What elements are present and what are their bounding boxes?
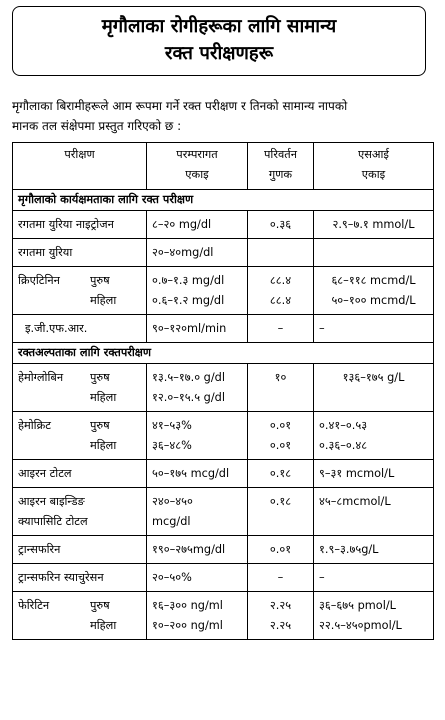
si-value <box>314 239 434 267</box>
table-row <box>13 592 434 640</box>
table-row <box>13 412 434 460</box>
test-name: ट्रान्सफरिन स्याचुरेसन <box>13 564 147 592</box>
section-row-anemia <box>13 343 434 364</box>
test-name: ट्रान्सफरिन <box>13 536 147 564</box>
factor-value: ०.०१ <box>248 536 314 564</box>
traditional-value: ९०–१२०ml/min <box>147 315 248 343</box>
factor-value: ०.३६ <box>248 211 314 239</box>
si-value: १.९–३.७५g/L <box>314 536 434 564</box>
traditional-value: २०–५०% <box>147 564 248 592</box>
table-row <box>13 267 434 315</box>
table-row <box>13 488 434 536</box>
traditional-value: २४०–४५० mcg/dl <box>147 488 248 536</box>
si-value: १३६–१७५ g/L <box>314 364 434 412</box>
factor-value: ०.१८ <box>248 488 314 536</box>
test-name-ferritin: फेरिटिन पुरुष महिला <box>13 592 147 640</box>
factor-value: – <box>248 564 314 592</box>
header-conversion-factor: परिवर्तन गुणक <box>248 143 314 190</box>
intro-paragraph <box>12 96 432 136</box>
si-value: – <box>314 315 434 343</box>
factor-value: ८८.४ ८८.४ <box>248 267 314 315</box>
test-name-creatinine: क्रिएटिनिन पुरुष महिला <box>13 267 147 315</box>
test-name: आइरन टोटल <box>13 460 147 488</box>
factor-value: २.२५ २.२५ <box>248 592 314 640</box>
table-row <box>13 460 434 488</box>
blood-test-table <box>12 142 434 640</box>
intro-line-1: मृगौलाका बिरामीहरूले आम रूपमा गर्ने रक्त परीक्षण र तिनको सामान्य नापको <box>12 99 348 113</box>
section-heading-kidney: मृगौलाको कार्यक्षमताका लागि रक्त परीक्षण <box>13 190 434 211</box>
test-name-hemoglobin: हेमोग्लोबिन पुरुष महिला <box>13 364 147 412</box>
traditional-value: ०.७–१.३ mg/dl ०.६–१.२ mg/dl <box>147 267 248 315</box>
si-value: ९–३१ mcmol/L <box>314 460 434 488</box>
table-row <box>13 315 434 343</box>
factor-value <box>248 239 314 267</box>
si-value: ६८–११८ mcmd/L ५०–१०० mcmd/L <box>314 267 434 315</box>
table-row <box>13 364 434 412</box>
title-line-2: रक्त परीक्षणहरू <box>164 43 274 64</box>
si-value: २.९–७.१ mmol/L <box>314 211 434 239</box>
factor-value: १० <box>248 364 314 412</box>
si-value: ३६–६७५ pmol/L २२.५–४५०pmol/L <box>314 592 434 640</box>
factor-value: ०.१८ <box>248 460 314 488</box>
title-box <box>12 6 426 76</box>
table-header-row <box>13 143 434 190</box>
traditional-value: ५०–१७५ mcg/dl <box>147 460 248 488</box>
traditional-value: १३.५–१७.० g/dl १२.०–१५.५ g/dl <box>147 364 248 412</box>
table-row <box>13 536 434 564</box>
test-name-iron-binding: आइरन बाइन्डिङ क्यापासिटि टोटल <box>13 488 147 536</box>
header-test: परीक्षण <box>13 143 147 190</box>
traditional-value: २०–४०mg/dl <box>147 239 248 267</box>
factor-value: ०.०१ ०.०१ <box>248 412 314 460</box>
header-traditional-unit: परम्परागत एकाइ <box>147 143 248 190</box>
section-row-kidney <box>13 190 434 211</box>
title-line-1: मृगौलाका रोगीहरूका लागि सामान्य <box>101 16 337 37</box>
traditional-value: ८–२० mg/dl <box>147 211 248 239</box>
table-row <box>13 211 434 239</box>
section-heading-anemia: रक्तअल्पताका लागि रक्तपरीक्षण <box>13 343 434 364</box>
table-row <box>13 564 434 592</box>
header-si-unit: एसआई एकाइ <box>314 143 434 190</box>
test-name-hematocrit: हेमोक्रिट पुरुष महिला <box>13 412 147 460</box>
intro-line-2: मानक तल संक्षेपमा प्रस्तुत गरिएको छ : <box>12 119 182 133</box>
traditional-value: १९०–२७५mg/dl <box>147 536 248 564</box>
test-name: रगतमा युरिया नाइट्रोजन <box>13 211 147 239</box>
si-value: – <box>314 564 434 592</box>
si-value: ०.४१–०.५३ ०.३६–०.४८ <box>314 412 434 460</box>
traditional-value: ४१–५३% ३६–४८% <box>147 412 248 460</box>
traditional-value: १६–३०० ng/ml १०–२०० ng/ml <box>147 592 248 640</box>
si-value: ४५–८mcmol/L <box>314 488 434 536</box>
factor-value: – <box>248 315 314 343</box>
table-row <box>13 239 434 267</box>
test-name: इ.जी.एफ.आर. <box>13 315 147 343</box>
test-name: रगतमा युरिया <box>13 239 147 267</box>
